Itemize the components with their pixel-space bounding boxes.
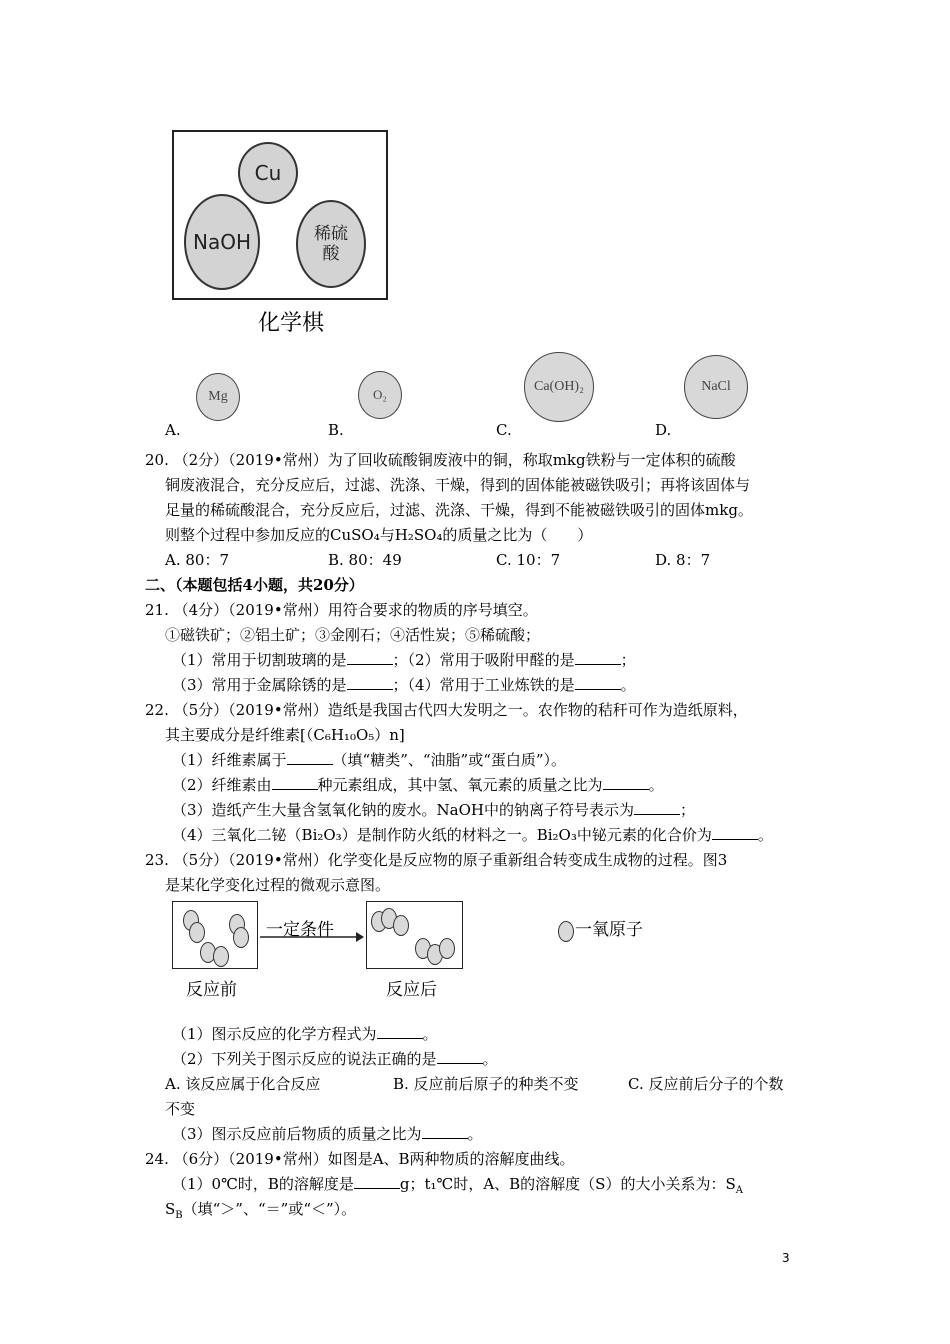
legend-oxygen-atom-icon (558, 921, 574, 942)
q21-2-text: ；（2）常用于吸附甲醛的是 (392, 651, 575, 669)
q21-line1: 21. （4分）（2019•常州）用符合要求的物质的序号填空。 (145, 601, 538, 619)
q23-3-text: （3）图示反应前后物质的质量之比为 (172, 1125, 422, 1143)
option-b-piece (358, 371, 402, 419)
oxygen-atom (439, 938, 455, 959)
piece-dilute-acid (296, 200, 366, 288)
q23-part1 (172, 1024, 438, 1044)
piece-cu-label: Cu (254, 161, 282, 185)
q22-3-blank[interactable] (634, 800, 680, 815)
q23-line1: 23. （5分）（2019•常州）化学变化是反应物的原子重新组合转变成生成物的过程。图3 (145, 851, 728, 869)
q21-4-text: ；（4）常用于工业炼铁的是 (392, 676, 575, 694)
q24-line1: 24. （6分）（2019•常州）如图是A、B两种物质的溶解度曲线。 (145, 1150, 575, 1168)
q24-line3-tail: （填“＞”、“＝”或“＜”）。 (182, 1200, 357, 1218)
q21-2-blank[interactable] (575, 650, 621, 665)
q23-choice-c-cont: 不变 (165, 1100, 196, 1118)
q23-1-end: 。 (422, 1025, 438, 1043)
q22-part4 (172, 825, 773, 845)
piece-dilute-acid-label: 稀硫酸 (314, 224, 348, 264)
q24-line3 (165, 1199, 356, 1226)
q20-choice-b: B. 80：49 (328, 551, 402, 569)
q21-2-end: ； (620, 651, 636, 669)
q23-1-text: （1）图示反应的化学方程式为 (172, 1025, 377, 1043)
q23-choice-a: A. 该反应属于化合反应 (165, 1075, 321, 1093)
q21-1-text: （1）常用于切割玻璃的是 (172, 651, 347, 669)
q22-2-blank-a[interactable] (272, 775, 318, 790)
after-reaction-box (366, 901, 463, 969)
q21-4-end: 。 (620, 676, 636, 694)
q23-choice-c: C. 反应前后分子的个数 (628, 1075, 784, 1093)
q23-1-blank[interactable] (377, 1024, 423, 1039)
q22-2-end: 。 (648, 776, 664, 794)
arrow-label: 一定条件 (266, 920, 334, 940)
q22-line2: 其主要成分是纤维素[（C₆H₁₀O₅）n] (165, 726, 405, 744)
option-c-letter: C. (496, 421, 512, 439)
option-c-piece-label: Ca(OH)₂ (534, 379, 584, 394)
q23-choice-b: B. 反应前后原子的种类不变 (393, 1075, 579, 1093)
q24-1-mid: g；t₁℃时，A、B的溶解度（S）的大小关系为：S (399, 1175, 736, 1193)
q24-1-blank[interactable] (354, 1174, 400, 1189)
reaction-arrow (258, 930, 366, 944)
option-d-piece-label: NaCl (701, 379, 731, 394)
piece-naoh (184, 194, 260, 290)
q24-line2 (172, 1174, 743, 1201)
q22-part2 (172, 775, 664, 795)
q22-2-mid: 种元素组成，其中氢、氧元素的质量之比为 (317, 776, 603, 794)
q21-row1 (172, 650, 636, 670)
oxygen-atom (213, 946, 229, 967)
piece-cu (238, 142, 298, 204)
option-a-piece (196, 373, 240, 421)
q23-line2: 是某化学变化过程的微观示意图。 (165, 876, 391, 894)
q24-sub-b: B (175, 1210, 183, 1221)
q23-2-end: 。 (482, 1050, 498, 1068)
q24-1-text: （1）0℃时，B的溶解度是 (172, 1175, 354, 1193)
before-label: 反应前 (186, 980, 237, 1000)
q22-3-end: ； (680, 801, 696, 819)
piece-naoh-label: NaOH (193, 230, 251, 254)
q22-4-end: 。 (757, 826, 773, 844)
chess-board-figure (172, 130, 388, 300)
option-c-piece (524, 352, 594, 422)
q22-line1: 22. （5分）（2019•常州）造纸是我国古代四大发明之一。农作物的秸秆可作为造纸原料， (145, 701, 748, 719)
q22-4-blank[interactable] (712, 825, 758, 840)
oxygen-atom (189, 922, 205, 943)
q24-s: S (165, 1200, 176, 1218)
option-d-piece (684, 355, 748, 419)
option-a-piece-label: Mg (208, 389, 228, 404)
q23-3-end: 。 (467, 1125, 483, 1143)
oxygen-atom (233, 927, 249, 948)
oxygen-atom (393, 915, 409, 936)
q22-part1 (172, 750, 566, 770)
q21-row2 (172, 675, 636, 695)
q22-1-text: （1）纤维素属于 (172, 751, 287, 769)
legend-label: 一氧原子 (575, 920, 643, 940)
q21-line2: ①磁铁矿；②铝土矿；③金刚石；④活性炭；⑤稀硫酸； (165, 626, 541, 644)
q23-2-blank[interactable] (437, 1049, 483, 1064)
q20-choice-a: A. 80：7 (165, 551, 229, 569)
option-a-letter: A. (165, 421, 181, 439)
page-number: 3 (782, 1251, 790, 1265)
q20-line2: 铜废液混合，充分反应后，过滤、洗涤、干燥，得到的固体能被磁铁吸引；再将该固体与 (165, 476, 751, 494)
q21-4-blank[interactable] (575, 675, 621, 690)
q22-1-blank[interactable] (287, 750, 333, 765)
q22-2-blank-b[interactable] (603, 775, 649, 790)
figure-caption: 化学棋 (258, 311, 325, 336)
q20-line4: 则整个过程中参加反应的CuSO₄与H₂SO₄的质量之比为（ ） (165, 526, 593, 544)
before-reaction-box (172, 901, 258, 969)
after-label: 反应后 (386, 980, 437, 1000)
q22-part3 (172, 800, 695, 820)
q20-choice-c: C. 10：7 (496, 551, 561, 569)
q22-4-text: （4）三氧化二铋（Bi₂O₃）是制作防火纸的材料之一。Bi₂O₃中铋元素的化合价为 (172, 826, 712, 844)
option-b-letter: B. (328, 421, 344, 439)
q24-sub-a: A (735, 1185, 743, 1196)
q23-3-blank[interactable] (422, 1124, 468, 1139)
q23-part3 (172, 1124, 483, 1144)
q21-1-blank[interactable] (347, 650, 393, 665)
q22-3-text: （3）造纸产生大量含氢氧化钠的废水。NaOH中的钠离子符号表示为 (172, 801, 634, 819)
option-b-piece-label: O₂ (373, 387, 387, 402)
q23-2-text: （2）下列关于图示反应的说法正确的是 (172, 1050, 437, 1068)
q22-2-text: （2）纤维素由 (172, 776, 272, 794)
q22-1-tail: （填“糖类”、“油脂”或“蛋白质”）。 (332, 751, 567, 769)
q23-part2 (172, 1049, 498, 1069)
q21-3-blank[interactable] (347, 675, 393, 690)
q20-line3: 足量的稀硫酸混合，充分反应后，过滤、洗涤、干燥，得到不能被磁铁吸引的固体mkg。 (165, 501, 753, 519)
q20-choice-d: D. 8：7 (655, 551, 711, 569)
q20-line1: 20. （2分）（2019•常州）为了回收硫酸铜废液中的铜，称取mkg铁粉与一定体积的硫酸 (145, 451, 736, 469)
section-heading: 二、（本题包括4小题，共20分） (145, 576, 364, 594)
q21-3-text: （3）常用于金属除锈的是 (172, 676, 347, 694)
option-d-letter: D. (655, 421, 672, 439)
